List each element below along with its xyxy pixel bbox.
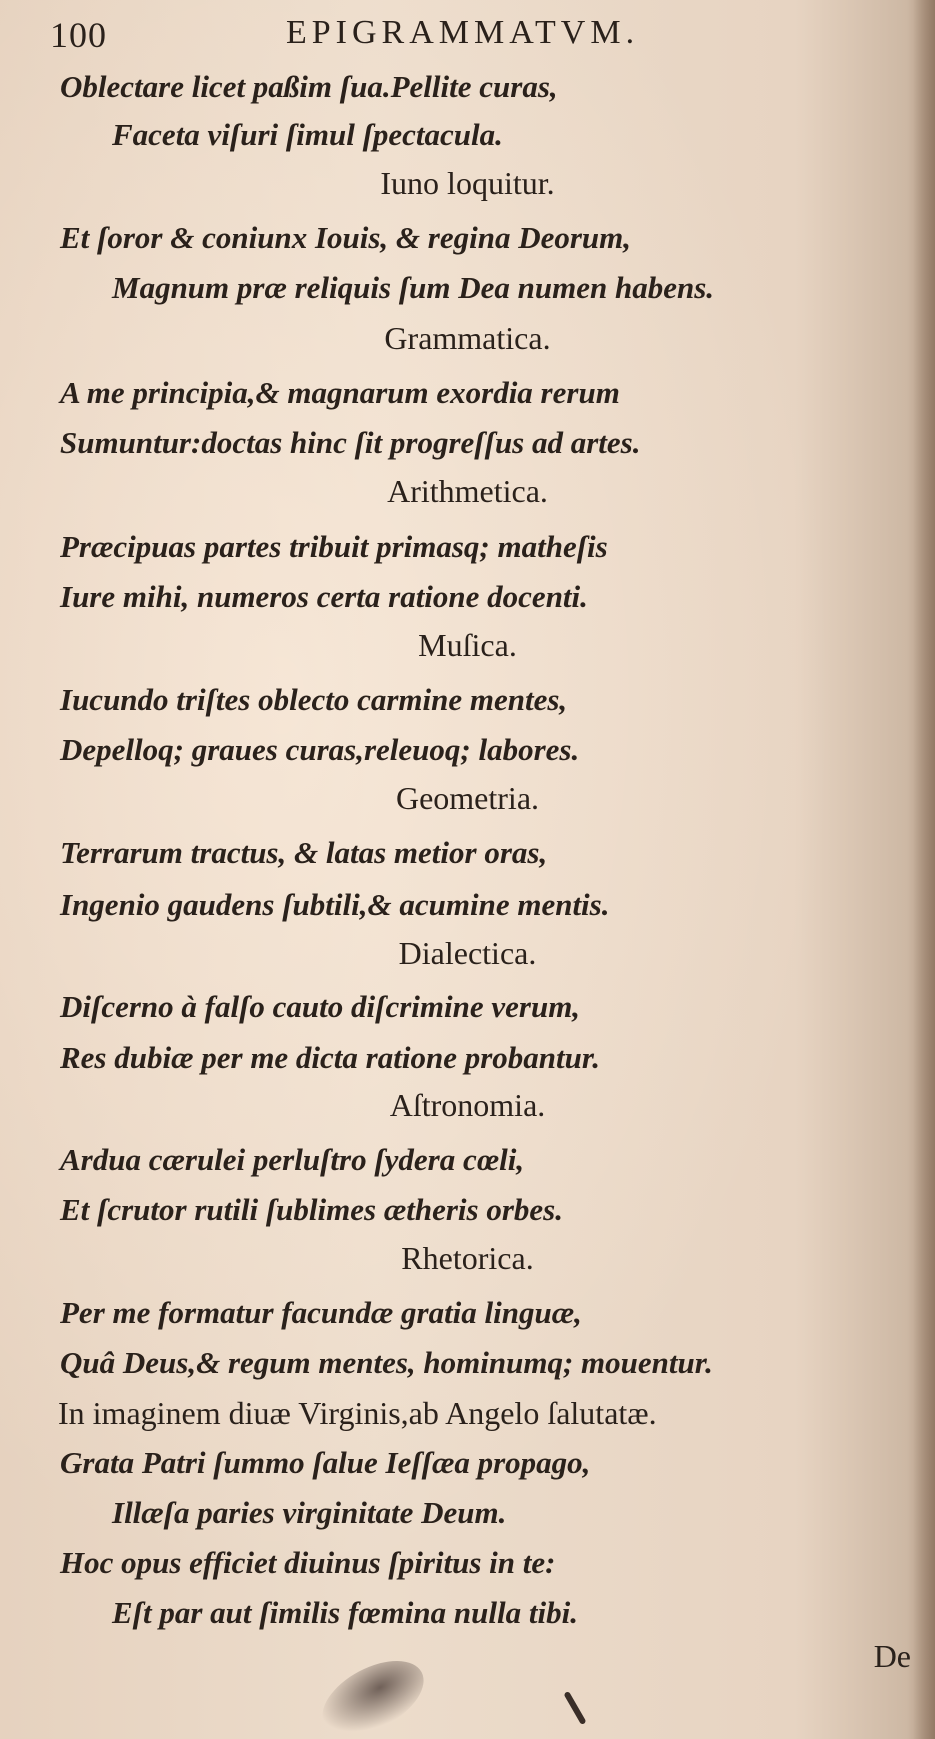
section-heading: Geometria. (395, 780, 540, 816)
running-title: EPIGRAMMATVM. (286, 14, 640, 51)
page-number: 100 (50, 15, 107, 55)
verse-line: A me principia,& magnarum exordia rerum (60, 375, 620, 410)
ink-mark (563, 1691, 586, 1725)
verse-line: Ingenio gaudens ſubtili,& acumine mentis. (60, 887, 610, 922)
section-heading: Arithmetica. (387, 473, 548, 509)
verse-line: Magnum præ reliquis ſum Dea numen habens. (112, 270, 715, 305)
verse-line: Et ſoror & coniunx Iouis, & regina Deorum, (60, 220, 632, 255)
section-heading: Dialectica. (398, 935, 537, 971)
verse-line: Ardua cærulei perluſtro ſydera cœli, (60, 1142, 525, 1177)
verse-line: Res dubiæ per me dicta ratione probantur. (60, 1040, 600, 1075)
verse-line: Oblectare licet paßim ſua.Pellite curas, (60, 69, 558, 104)
verse-line: Illæſa paries virginitate Deum. (112, 1495, 507, 1530)
verse-line: Eſt par aut ſimilis fœmina nulla tibi. (112, 1595, 578, 1630)
section-heading: Rhetorica. (401, 1240, 534, 1276)
verse-line: Depelloq; graues curas,releuoq; labores. (60, 732, 580, 767)
epigram-title: In imaginem diuæ Virginis,ab Angelo ſalutatæ. (58, 1395, 657, 1431)
verse-line: Iucundo triſtes oblecto carmine mentes, (60, 682, 568, 717)
verse-line: Grata Patri ſummo ſalue Ieſſæa propago, (60, 1445, 591, 1480)
verse-line: Præcipuas partes tribuit primasq; matheſis (60, 529, 608, 564)
ink-smudge (310, 1646, 435, 1739)
verse-line: Faceta viſuri ſimul ſpectacula. (112, 117, 503, 152)
section-heading: Iuno loquitur. (380, 165, 555, 201)
catchword: De (873, 1638, 911, 1674)
verse-line: Sumuntur:doctas hinc ſit progreſſus ad artes. (60, 425, 641, 460)
verse-line: Per me formatur facundæ gratia linguæ, (60, 1295, 582, 1330)
verse-line: Et ſcrutor rutili ſublimes ætheris orbes. (60, 1192, 563, 1227)
section-heading: Grammatica. (384, 320, 551, 356)
verse-line: Quâ Deus,& regum mentes, hominumq; mouentur. (60, 1345, 713, 1380)
section-heading: Aſtronomia. (389, 1087, 546, 1123)
page-header (50, 10, 910, 60)
verse-line: Terrarum tractus, & latas metior oras, (60, 835, 548, 870)
verse-line: Diſcerno à falſo cauto diſcrimine verum, (60, 989, 581, 1024)
section-heading: Muſica. (418, 627, 517, 663)
verse-line: Hoc opus efficiet diuinus ſpiritus in te: (60, 1545, 556, 1580)
verse-line: Iure mihi, numeros certa ratione docenti. (60, 579, 588, 614)
